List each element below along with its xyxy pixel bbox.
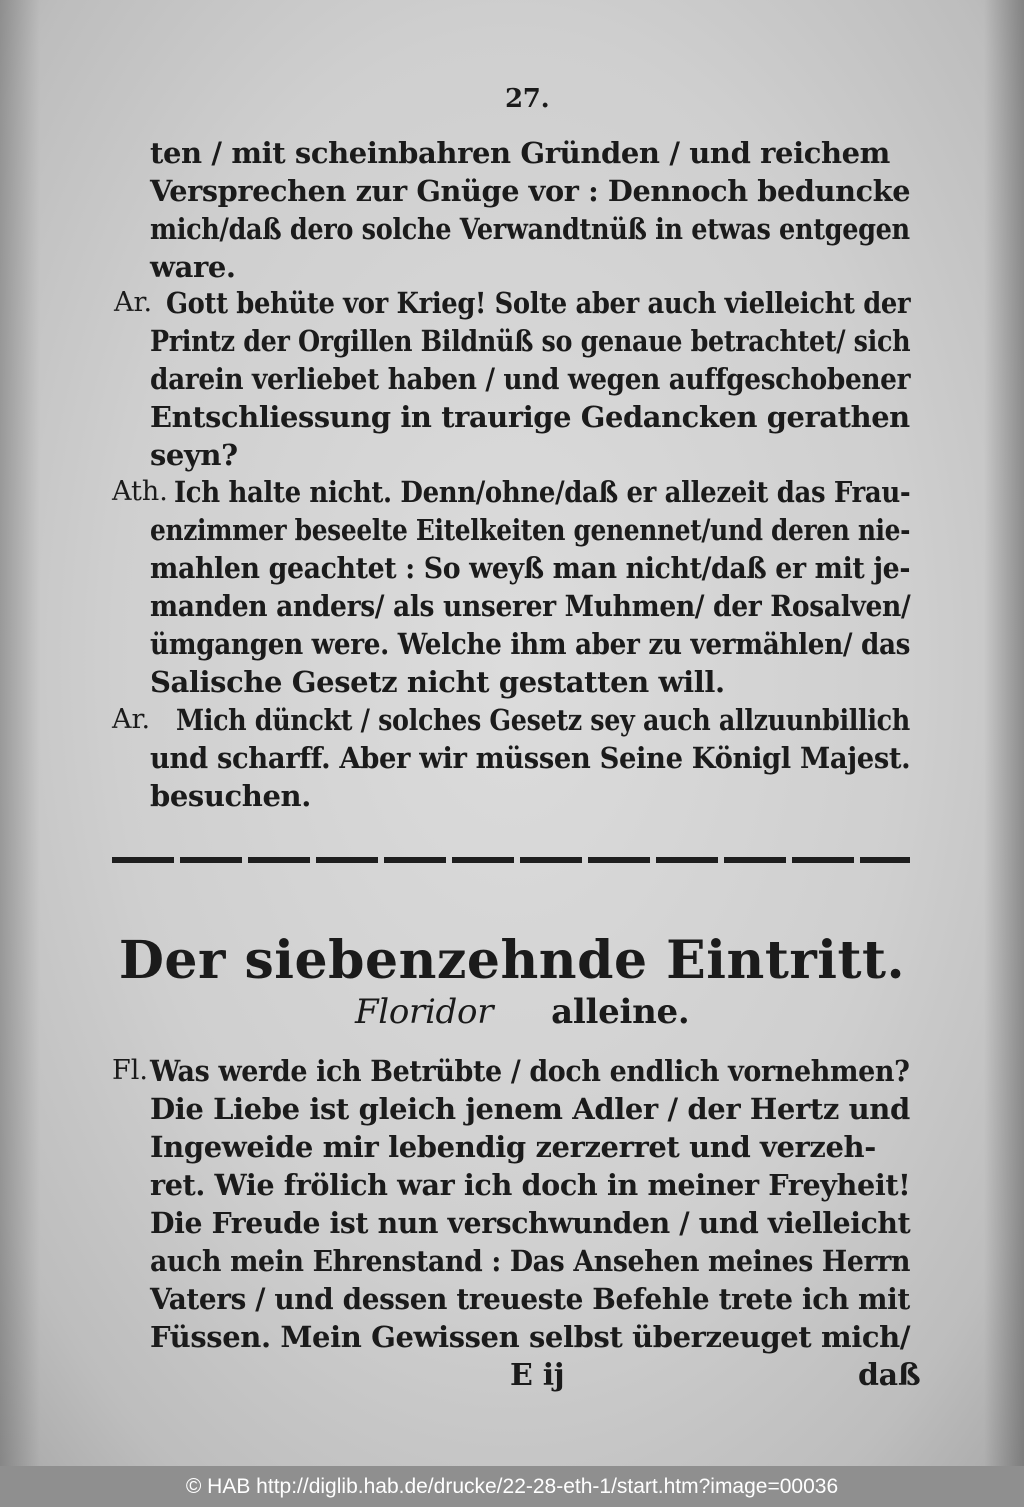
text-line: enzimmer beseelte Eitelkeiten genennet/und deren nie- [150,513,911,547]
text-line: Füssen. Mein Gewissen selbst überzeuget mich/ [150,1320,911,1354]
text-line: Salische Gesetz nicht gestatten will. [150,665,725,699]
text-line: Gott behüte vor Krieg! Solte aber auch vielleicht der [166,286,911,320]
speaker-label: Ar. [112,704,151,735]
text-line: Versprechen zur Gnüge vor : Dennoch beduncke [150,174,911,208]
page-number: 27. [505,84,550,114]
page-right-shadow [984,0,1024,1466]
text-line: Was werde ich Betrübte / doch endlich vornehmen? [150,1054,910,1088]
text-line: Vaters / und dessen treueste Befehle trete ich mit [150,1282,910,1316]
text-line: Printz der Orgillen Bildnüß so genaue betrachtet/ sich [150,324,911,358]
text-line: seyn? [150,438,238,472]
text-line: darein verliebet haben / und wegen auffgeschobener [150,362,911,396]
text-line: ret. Wie frölich war ich doch in meiner Freyheit! [150,1168,911,1202]
text-line: auch mein Ehrenstand : Das Ansehen meines Herrn [150,1244,911,1278]
text-line: ten / mit scheinbahren Gründen / und reichem [150,136,890,170]
text-line: ümgangen were. Welche ihm aber zu vermählen/ das [150,627,911,661]
scene-subtitle [355,992,689,1032]
signature-mark: E ij [510,1358,565,1393]
speaker-label: Ar. [114,287,153,318]
section-divider [112,857,910,863]
text-line: mich/daß dero solche Verwandtnüß in etwas entgegen [150,212,910,246]
copyright-footer[interactable] [0,1466,1024,1507]
speaker-label: Ath. [112,476,168,507]
stage-direction: alleine. [551,992,690,1032]
text-line: manden anders/ als unserer Muhmen/ der Rosalven/ [150,589,911,623]
text-line: besuchen. [150,779,311,813]
text-line: Mich dünckt / solches Gesetz sey auch allzuunbillich [176,703,910,737]
text-line: Entschliessung in traurige Gedancken gerathen [150,400,910,434]
text-line: Die Liebe ist gleich jenem Adler / der Hertz und [150,1092,910,1126]
page-left-shadow [0,0,40,1466]
text-line: mahlen geachtet : So weyß man nicht/daß er mit je- [150,551,911,585]
text-line: Die Freude ist nun verschwunden / und vielleicht [150,1206,911,1240]
footer-link[interactable]: © HAB http://diglib.hab.de/drucke/22-28-eth-1/start.htm?image=00036 [185,1475,839,1498]
speaker-label: Fl. [112,1055,148,1086]
text-line: Ich halte nicht. Denn/ohne/daß er allezeit das Frau- [174,475,911,509]
scene-title: Der siebenzehnde Eintritt. [118,930,906,991]
character-name: Floridor [355,992,494,1032]
catchword: daß [858,1358,921,1393]
text-line: ware. [150,250,236,284]
text-line: Ingeweide mir lebendig zerzerret und verzeh- [150,1130,876,1164]
text-line: und scharff. Aber wir müssen Seine Königl Majest. [150,741,911,775]
